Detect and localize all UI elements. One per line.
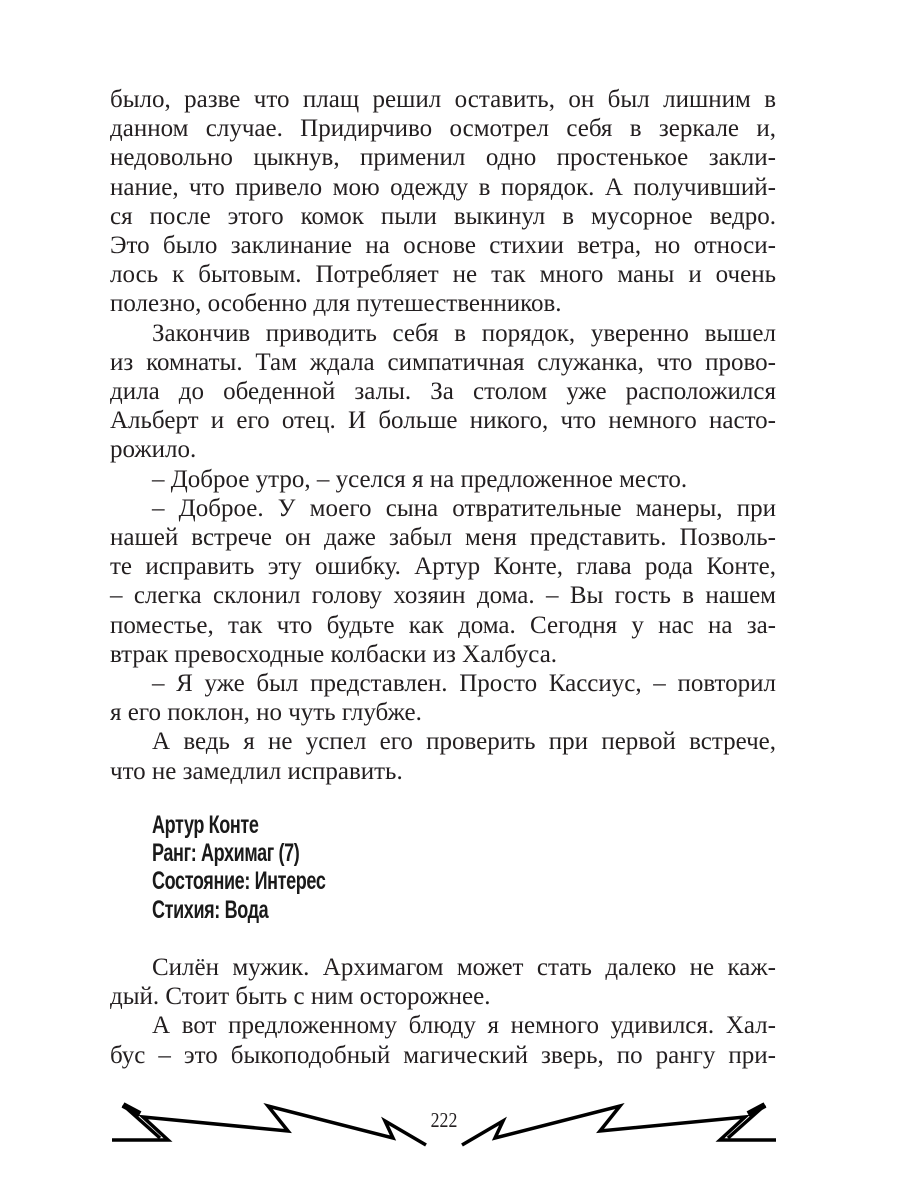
text-line: Закончив приводить себя в порядок, уверенно вышел [152,319,776,347]
page-number: 222 [430,1108,458,1132]
left-lightning-bolt-icon [112,1105,426,1145]
text-line: Это было заклинание на основе стихии ветра, но относи- [110,232,776,259]
text-line: Альберт и его отец. И больше никого, что немного насто- [110,407,776,435]
text-line: А ведь я не успел его проверить при первой встрече, [152,728,776,756]
text-line: нание, что привело мою одежду в порядок. А получивший- [110,173,776,201]
text-line: данном случае. Придирчиво осмотрел себя в зеркале и, [110,115,776,143]
status-line: Состояние: Интерес [152,867,326,896]
text-line: А вот предложенному блюду я немного удивился. Хал- [152,1012,776,1040]
status-line: Стихия: Вода [152,895,269,924]
status-line: Артур Конте [152,811,259,839]
text-line: нашей встрече он даже забыл меня представить. Позволь- [110,524,776,551]
text-line: Силён мужик. Архимагом может стать далеко не каж- [152,954,776,981]
text-line: из комнаты. Там ждала симпатичная служанка, что прово- [110,348,776,376]
text-line: полезно, особенно для путешественников. [110,290,562,318]
text-line: недовольно цыкнув, применил одно простенькое закли- [110,144,776,172]
status-line: Ранг: Архимаг (7) [152,839,300,868]
text-line: – Доброе. У моего сына отвратительные манеры, при [152,494,776,522]
text-line: втрак превосходные колбаски из Халбуса. [110,640,558,668]
text-line: лось к бытовым. Потребляет не так много маны и очень [110,261,776,289]
text-line: дила до обеденной залы. За столом уже расположился [110,378,776,405]
text-line: – слегка склонил голову хозяин дома. – Вы гость в нашем [110,582,776,610]
text-line: – Я уже был представлен. Просто Кассиус, – повторил [152,670,776,697]
text-line: ся после этого комок пыли выкинул в мусорное ведро. [110,202,776,230]
text-line: – Доброе утро, – уселся я на предложенное место. [152,465,688,493]
text-line: бус – это быкоподобный магический зверь, по рангу при- [110,1041,776,1069]
text-line: рожило. [110,436,197,464]
text-line: дый. Стоит быть с ним осторожнее. [110,983,491,1011]
text-line: я его поклон, но чуть глубже. [110,699,422,727]
right-lightning-bolt-icon [462,1105,776,1145]
text-line: те исправить эту ошибку. Артур Конте, глава рода Конте, [110,553,776,581]
text-line: поместье, так что будьте как дома. Сегодня у нас на за- [110,611,776,639]
text-line: было, разве что плащ решил оставить, он был лишним в [110,86,776,113]
text-line: что не замедлил исправить. [110,757,403,785]
